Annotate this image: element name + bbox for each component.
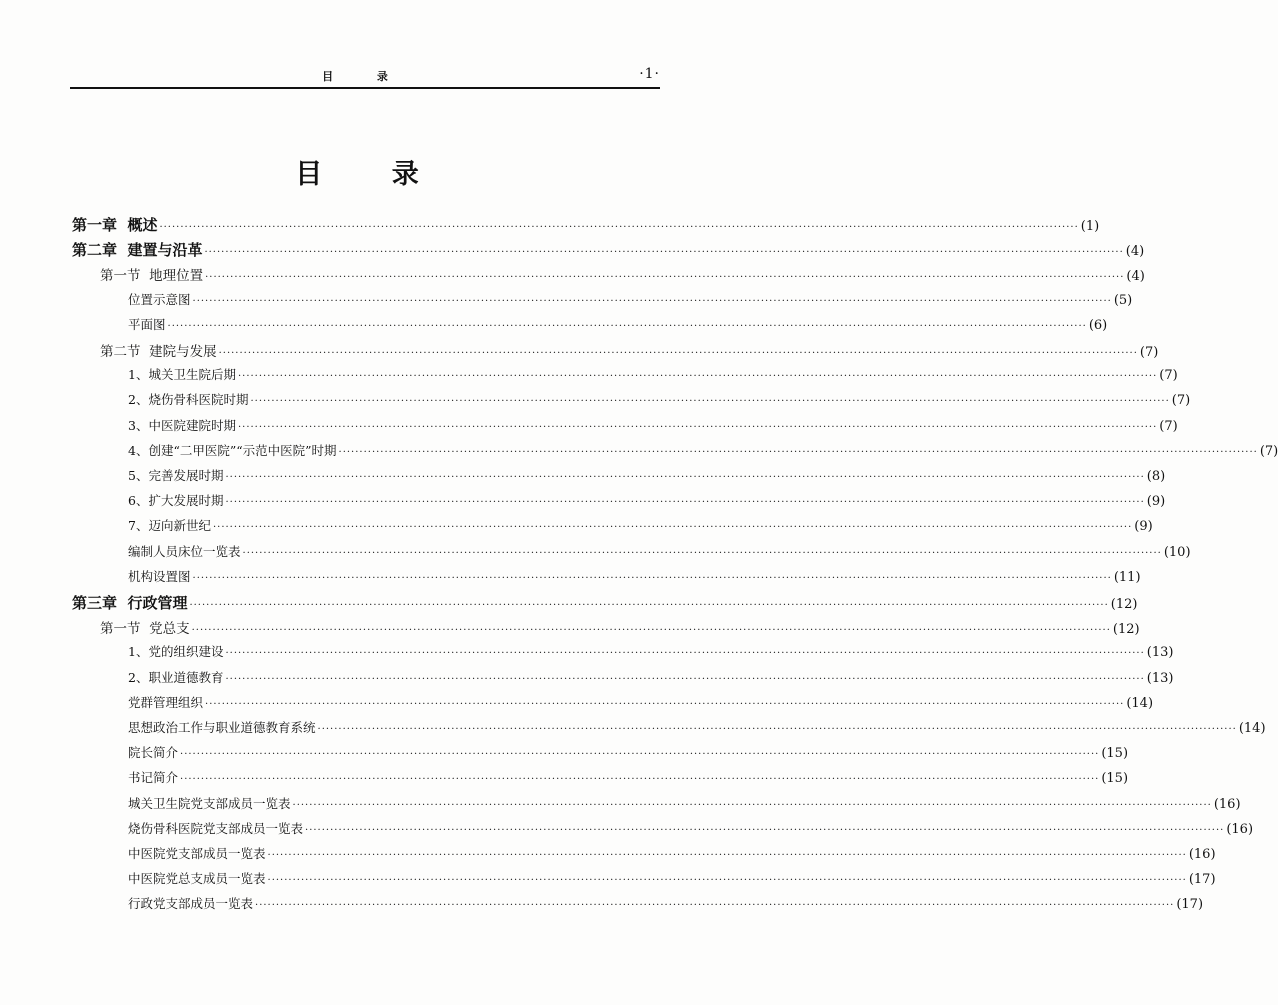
header-rule [70, 87, 660, 89]
toc-dot-leader: ···························································································································································································································· [237, 371, 1158, 383]
toc-entry [100, 340, 1159, 364]
toc-entry [100, 264, 1145, 288]
toc-entry-page: (7) [1171, 393, 1191, 409]
running-title: 目 录 [322, 70, 408, 83]
toc-dot-leader: ···························································································································································································································· [205, 698, 1125, 710]
toc-entry-title: 机构设置图 [128, 568, 191, 584]
toc-entry-page: (7) [1259, 443, 1278, 459]
toc-dot-leader: ···························································································································································································································· [180, 774, 1100, 786]
toc-entry-title: 3、中医院建院时期 [128, 417, 236, 433]
toc-dot-leader: ···························································································································································································································· [167, 320, 1087, 332]
toc-entry-page: (10) [1163, 544, 1191, 560]
toc-entry-title: 1、党的组织建设 [128, 644, 224, 660]
toc-entry [128, 365, 1178, 389]
toc-entry [128, 491, 1166, 515]
toc-dot-leader: ···························································································································································································································· [180, 749, 1100, 761]
toc-entry [128, 743, 1129, 767]
toc-dot-leader: ···························································································································································································································· [317, 724, 1237, 735]
toc-dot-leader: ···························································································································································································································· [189, 600, 1109, 611]
toc-entry [128, 693, 1154, 717]
toc-dot-leader: ···························································································································································································································· [250, 396, 1170, 408]
toc-entry-page: (11) [1113, 569, 1141, 585]
toc-entry-page: (4) [1126, 269, 1145, 285]
toc-entry [72, 592, 1138, 616]
toc-dot-leader: ···························································································································································································································· [205, 272, 1125, 284]
toc-entry [128, 466, 1166, 490]
toc-entry-title: 书记简介 [128, 770, 179, 786]
toc-entry-title: 1、城关卫生院后期 [128, 367, 236, 383]
toc-entry [128, 390, 1191, 414]
toc-entry [128, 768, 1129, 792]
toc-entry [128, 642, 1174, 666]
toc-entry-title: 第一节 党总支 [100, 621, 190, 638]
toc-entry [128, 315, 1108, 339]
toc-entry-title: 烧伤骨科医院党支部成员一览表 [128, 820, 304, 836]
toc-entry [128, 894, 1204, 918]
toc-entry-page: (7) [1139, 345, 1159, 360]
toc-entry-title: 院长简介 [128, 745, 179, 761]
toc-entry-page: (14) [1126, 695, 1154, 711]
toc-entry-title: 编制人员床位一览表 [128, 543, 241, 559]
toc-dot-leader: ···························································································································································································································· [305, 824, 1225, 836]
toc-dot-leader: ···························································································································································································································· [159, 222, 1079, 233]
toc-entry-title: 行政党支部成员一览表 [128, 896, 254, 912]
toc-dot-leader: ···························································································································································································································· [218, 348, 1138, 359]
toc-dot-leader: ···························································································································································································································· [192, 295, 1112, 307]
toc-entry [128, 441, 1278, 465]
toc-entry-page: (15) [1101, 746, 1129, 762]
toc-entry-title: 第一节 地理位置 [100, 268, 204, 285]
toc-entry-title: 第一章 概述 [72, 216, 158, 234]
toc-entry-page: (12) [1112, 622, 1140, 638]
page-number: ·1· [639, 66, 660, 82]
toc-entry-page: (6) [1088, 317, 1108, 333]
toc-entry-title: 位置示意图 [128, 291, 191, 307]
toc-entry [72, 239, 1145, 263]
toc-entry-page: (9) [1146, 494, 1166, 510]
toc-entry-page: (7) [1159, 368, 1178, 384]
toc-entry-title: 第三章 行政管理 [72, 594, 188, 612]
toc-entry-page: (17) [1176, 897, 1204, 913]
toc-dot-leader: ···························································································································································································································· [267, 875, 1187, 887]
toc-entry [128, 416, 1178, 440]
toc-dot-leader: ···························································································································································································································· [191, 625, 1111, 637]
toc-dot-leader: ···························································································································································································································· [225, 472, 1145, 483]
toc-entry-page: (16) [1226, 821, 1254, 837]
toc-entry [128, 668, 1174, 692]
toc-entry-title: 中医院党支部成员一览表 [128, 846, 266, 861]
toc-entry-page: (13) [1146, 645, 1174, 661]
toc-entry-title: 2、烧伤骨科医院时期 [128, 392, 249, 408]
toc-entry-title: 平面图 [128, 316, 166, 332]
toc-entry-page: (1) [1080, 219, 1100, 234]
running-header [70, 64, 660, 88]
toc-entry-page: (5) [1113, 292, 1133, 308]
toc-dot-leader: ···························································································································································································································· [192, 572, 1112, 584]
toc-dot-leader: ···························································································································································································································· [225, 497, 1145, 509]
toc-entry-page: (13) [1146, 670, 1174, 686]
toc-entry-page: (8) [1146, 469, 1166, 484]
toc-dot-leader: ···························································································································································································································· [204, 247, 1124, 259]
toc-dot-leader: ···························································································································································································································· [212, 522, 1133, 534]
toc-dot-leader: ···························································································································································································································· [225, 648, 1145, 660]
toc-entry [128, 869, 1216, 893]
toc-entry-title: 第二章 建置与沿革 [72, 241, 203, 260]
toc-entry-title: 中医院党总支成员一览表 [128, 871, 266, 887]
toc-dot-leader: ···························································································································································································································· [237, 421, 1158, 433]
toc-entry [128, 844, 1216, 868]
toc-entry [128, 542, 1191, 566]
toc-entry [128, 794, 1241, 818]
toc-dot-leader: ···························································································································································································································· [292, 799, 1212, 811]
toc-entry-page: (16) [1213, 796, 1241, 812]
toc-entry-page: (16) [1188, 847, 1216, 862]
toc-entry-page: (12) [1110, 597, 1138, 612]
toc-entry [128, 516, 1153, 540]
toc-entry-title: 城关卫生院党支部成员一览表 [128, 795, 291, 811]
toc-entry-title: 5、完善发展时期 [128, 468, 224, 483]
toc-entry-page: (14) [1238, 721, 1266, 736]
page-title: 目 录 [295, 159, 449, 190]
toc-entry-title: 第二节 建院与发展 [100, 344, 217, 360]
toc-entry [100, 617, 1140, 641]
toc-dot-leader: ···························································································································································································································· [338, 446, 1258, 458]
toc-entry-page: (9) [1134, 519, 1153, 535]
toc-entry [72, 214, 1100, 238]
toc-entry-title: 6、扩大发展时期 [128, 493, 224, 509]
toc-entry [128, 290, 1133, 314]
toc-dot-leader: ···························································································································································································································· [255, 900, 1175, 912]
toc-entry-page: (7) [1159, 418, 1178, 434]
toc-entry [128, 718, 1266, 742]
toc-entry [128, 819, 1254, 843]
toc-entry-page: (17) [1188, 872, 1216, 888]
toc-entry-title: 2、职业道德教育 [128, 669, 224, 685]
toc-dot-leader: ···························································································································································································································· [242, 547, 1162, 559]
toc-entry-title: 党群管理组织 [128, 694, 204, 710]
toc-entry-title: 7、迈向新世纪 [128, 518, 211, 534]
toc-entry-page: (15) [1101, 771, 1129, 787]
toc-entry [128, 567, 1141, 591]
toc-dot-leader: ···························································································································································································································· [267, 850, 1187, 861]
toc-dot-leader: ···························································································································································································································· [225, 673, 1145, 685]
toc-entry-title: 4、创建“二甲医院”“示范中医院”时期 [128, 442, 337, 458]
toc-entry-title: 思想政治工作与职业道德教育系统 [128, 720, 316, 735]
toc-entry-page: (4) [1125, 244, 1145, 260]
